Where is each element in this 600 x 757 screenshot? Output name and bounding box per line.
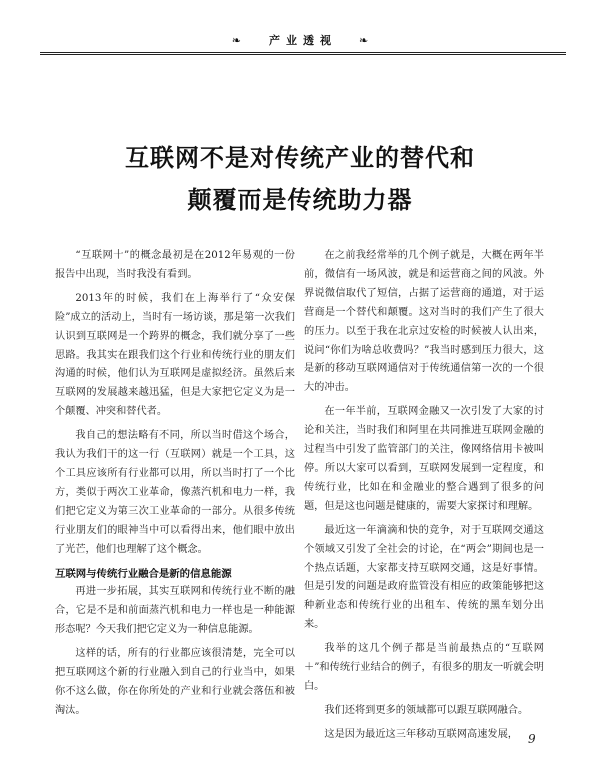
paragraph: 这样的话，所有的行业都应该很清楚，完全可以把互联网这个新的行业融入到自己的行业当中，如果你不这么做，你在你所处的产业和行业就会落伍和被淘汰。 bbox=[55, 648, 295, 716]
section-subheading: 互联网与传统行业融合是新的信息能源 bbox=[55, 567, 232, 580]
paragraph: 我们还将到更多的领域都可以跟互联网融合。 bbox=[324, 704, 529, 716]
section-title: 产业透视 bbox=[269, 34, 337, 47]
left-ornament-icon: ❧ bbox=[231, 33, 241, 47]
right-column bbox=[304, 247, 544, 750]
paragraph: 最近这一年滴滴和快的竞争，对于互联网交通这个领域又引发了全社会的讨论，在“两会”期间也是一个热点话题，大家都支持互联网交通，这是好事情。但是引发的问题是政府监管没有相应的政策能够把这种新业态和传统行业的出租车、传统的黑车划分出来。 bbox=[304, 524, 544, 631]
header-rule-bottom bbox=[40, 54, 566, 55]
article-title-line-1: 互联网不是对传统产业的替代和 bbox=[125, 143, 475, 172]
paragraph: 这是因为最近这三年移动互联网高速发展， bbox=[324, 728, 518, 740]
left-column bbox=[55, 247, 295, 726]
page-number: 9 bbox=[528, 732, 536, 746]
paragraph: 我举的这几个例子都是当前最热点的“互联网＋”和传统行业结合的例子，有很多的朋友一听就会明白。 bbox=[304, 643, 544, 692]
paragraph: 再进一步拓展，其实互联网和传统行业不断的融合，它是不是和前面蒸汽机和电力一样也是一种能源形态呢？今天我们把它定义为一种信息能源。 bbox=[55, 586, 295, 636]
paragraph: 在之前我经常举的几个例子就是，大概在两年半前，微信有一场风波，就是和运营商之间的风波。外界说微信取代了短信，占据了运营商的通道，对于运营商是一个替代和颠覆。这对当时的我们产生了很大的压力。以至于我在北京过安检的时候被人认出来，说问“你们为啥总收费吗？”我当时感到压力很大，这是新的移动互联网通信对于传统通信第一次的一个很大的冲击。 bbox=[304, 250, 544, 394]
paragraph: 2013年的时候，我们在上海举行了“众安保险”成立的活动上，当时有一场访谈，那是第一次我们认识到互联网是一个跨界的概念，我们就分享了一些思路。我其实在跟我们这个行业和传统行业的朋友们沟通的时候，他们认为互联网是虚拟经济。虽然后来互联网的发展越来越迅猛，但是大家把它定义为是一个颠覆、冲突和替代者。 bbox=[55, 292, 295, 418]
paragraph: 在一年半前，互联网金融又一次引发了大家的讨论和关注，当时我们和阿里在共同推进互联网金融的过程当中引发了监管部门的关注，像网络信用卡被叫停。所以大家可以看到，互联网发展到一定程度，和传统行业，比如在和金融业的整合遇到了很多的问题，但是这也问题是健康的，需要大家探讨和理解。 bbox=[304, 406, 544, 512]
right-ornament-icon: ❧ bbox=[359, 33, 369, 47]
paragraph: 我自己的想法略有不同，所以当时借这个场合，我认为我们干的这一行（互联网）就是一个工具，这个工具应该所有行业都可以用，所以当时打了一个比方，类似于两次工业革命，像蒸汽机和电力一样，我们把它定义为第三次工业革命的一部分。从很多传统行业朋友们的眼神当中可以看得出来，他们眼中放出了光芒，他们也理解了这个概念。 bbox=[55, 430, 295, 555]
article-title-line-2: 颠覆而是传统助力器 bbox=[187, 185, 413, 214]
running-header bbox=[0, 30, 600, 50]
header-rule-top bbox=[40, 52, 566, 53]
paragraph: “互联网十”的概念最初是在2012年易观的一份报告中出现，当时我没有看到。 bbox=[55, 250, 295, 280]
